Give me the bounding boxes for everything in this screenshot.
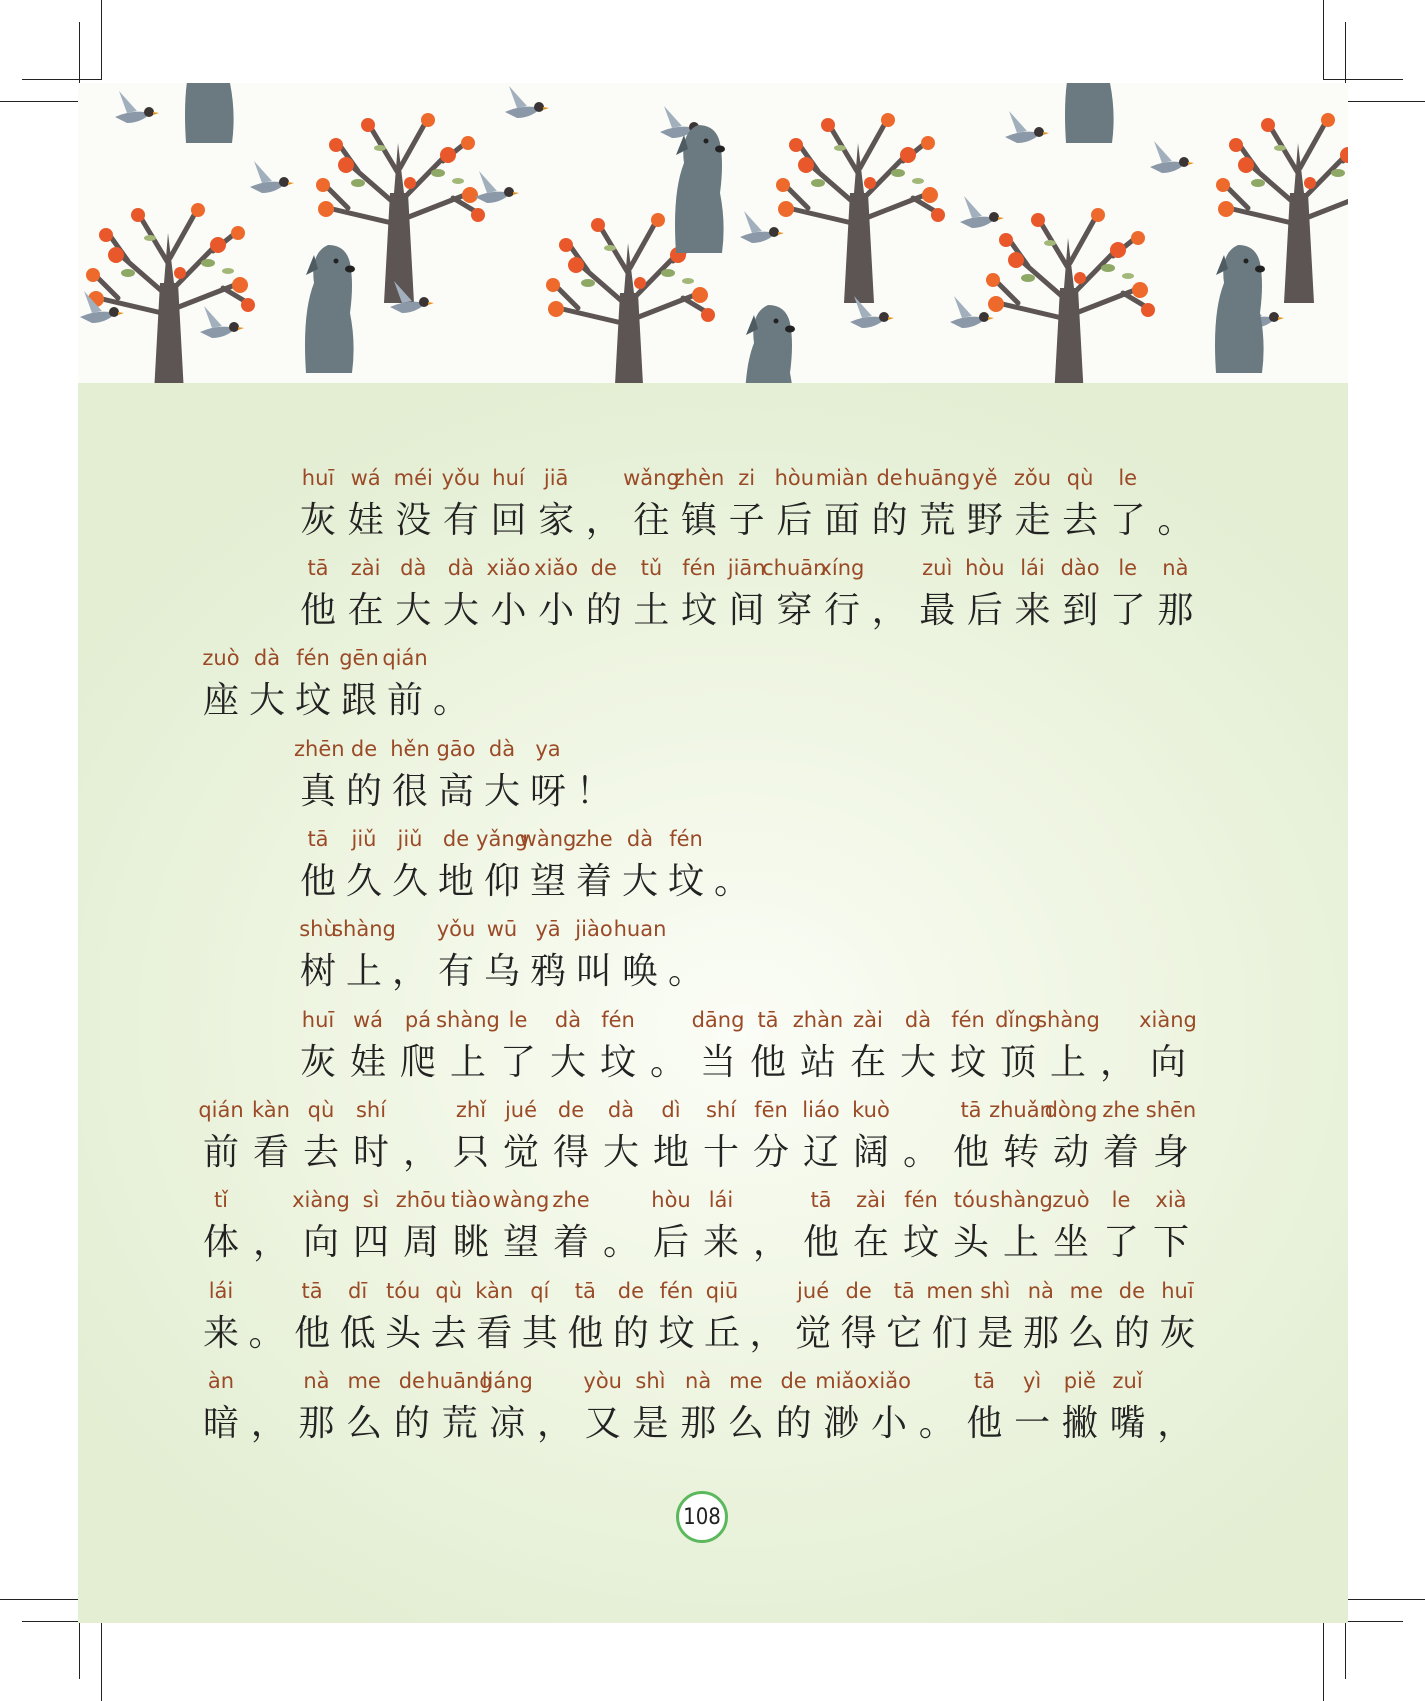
- pinyin-syllable: zhàn: [792, 1008, 844, 1032]
- pinyin-syllable: le: [508, 1008, 528, 1032]
- pinyin-syllable: dào: [1060, 556, 1100, 580]
- pinyin-syllable: xiǎo: [534, 556, 579, 580]
- pinyin-syllable: liáo: [802, 1098, 840, 1122]
- pinyin-syllable: jiǔ: [397, 827, 423, 851]
- pinyin-syllable: yě: [972, 466, 998, 490]
- pinyin-syllable: tǐ: [213, 1188, 229, 1212]
- pinyin-syllable: shù: [299, 917, 337, 941]
- pinyin-syllable: xíng: [819, 556, 865, 580]
- text-line: [0, 1369, 1425, 1459]
- pinyin-syllable: xiǎo: [486, 556, 531, 580]
- pinyin-syllable: shàng: [989, 1188, 1053, 1212]
- pinyin-syllable: dà: [447, 556, 474, 580]
- pinyin-syllable: yǎng: [476, 827, 528, 851]
- pinyin-syllable: huāng: [904, 466, 971, 490]
- pinyin-syllable: le: [1118, 556, 1138, 580]
- pinyin-syllable: me: [1069, 1279, 1104, 1303]
- pinyin-syllable: dà: [253, 646, 281, 670]
- hanzi-text: 灰娃爬上了大坟。当他站在大坟顶上，向: [300, 1042, 1201, 1083]
- pinyin-syllable: zi: [738, 466, 756, 490]
- text-line: [0, 1188, 1425, 1278]
- pinyin-syllable: fén: [296, 646, 330, 670]
- text-line: [0, 827, 1425, 917]
- crop-mark: [22, 79, 102, 80]
- pinyin-syllable: zhēn: [294, 737, 345, 761]
- pinyin-syllable: dà: [400, 556, 427, 580]
- pinyin-syllable: shí: [705, 1098, 737, 1122]
- pinyin-syllable: shàng: [332, 917, 396, 941]
- pinyin-syllable: zuò: [1052, 1188, 1090, 1212]
- pinyin-syllable: miàn: [815, 466, 869, 490]
- pinyin-syllable: fēn: [754, 1098, 788, 1122]
- pinyin-syllable: yì: [1023, 1369, 1042, 1393]
- text-line: [0, 737, 1425, 827]
- text-line: [0, 466, 1425, 556]
- pinyin-syllable: shì: [980, 1279, 1011, 1303]
- pinyin-syllable: lái: [208, 1279, 234, 1303]
- pinyin-syllable: wàng: [492, 1188, 550, 1212]
- pinyin-syllable: qián: [382, 646, 428, 670]
- pinyin-syllable: àn: [207, 1369, 235, 1393]
- pinyin-syllable: tā: [574, 1279, 596, 1303]
- pinyin-syllable: chuān: [762, 556, 827, 580]
- pinyin-syllable: me: [729, 1369, 763, 1393]
- pinyin-syllable: qiū: [705, 1279, 739, 1303]
- pinyin-syllable: piě: [1063, 1369, 1096, 1393]
- pinyin-syllable: zhōu: [395, 1188, 447, 1212]
- pinyin-syllable: tā: [893, 1279, 915, 1303]
- pinyin-syllable: dòng: [1044, 1098, 1098, 1122]
- pinyin-syllable: zǒu: [1013, 466, 1052, 490]
- pinyin-syllable: de: [442, 827, 470, 851]
- pinyin-syllable: méi: [393, 466, 433, 490]
- pinyin-syllable: de: [876, 466, 903, 490]
- crop-mark: [0, 101, 80, 102]
- pinyin-syllable: tā: [810, 1188, 832, 1212]
- pinyin-syllable: jué: [797, 1279, 830, 1303]
- pinyin-syllable: kuò: [852, 1098, 890, 1122]
- pinyin-syllable: hòu: [965, 556, 1005, 580]
- pinyin-syllable: sì: [362, 1188, 380, 1212]
- hanzi-text: 来。他低头去看其他的坟丘，觉得它们是那么的灰: [203, 1313, 1205, 1354]
- pinyin-syllable: miǎo: [815, 1369, 868, 1393]
- pinyin-syllable: zài: [853, 1008, 883, 1032]
- pinyin-syllable: tā: [307, 827, 329, 851]
- pinyin-syllable: shàng: [1036, 1008, 1100, 1032]
- pinyin-syllable: nà: [685, 1369, 712, 1393]
- pinyin-syllable: tā: [973, 1369, 995, 1393]
- crop-mark: [0, 1599, 80, 1600]
- pinyin-syllable: lái: [708, 1188, 734, 1212]
- pinyin-syllable: le: [1118, 466, 1138, 490]
- pinyin-syllable: dà: [607, 1098, 635, 1122]
- pinyin-syllable: wǎng: [623, 466, 680, 490]
- pinyin-syllable: tiào: [451, 1188, 491, 1212]
- pinyin-syllable: qián: [198, 1098, 244, 1122]
- pinyin-syllable: shàng: [436, 1008, 500, 1032]
- page-number: 108: [676, 1491, 728, 1543]
- pinyin-syllable: zài: [856, 1188, 886, 1212]
- pinyin-syllable: kàn: [475, 1279, 514, 1303]
- pinyin-syllable: fén: [601, 1008, 635, 1032]
- pinyin-syllable: zhèn: [673, 466, 725, 490]
- pinyin-syllable: huí: [492, 466, 525, 490]
- crop-mark: [1323, 79, 1403, 80]
- illustration-banner: [78, 83, 1348, 383]
- text-line: [0, 1098, 1425, 1188]
- pinyin-syllable: zhǐ: [455, 1098, 487, 1122]
- illustration-pattern: [78, 83, 1348, 383]
- hanzi-text: 他在大大小小的土坟间穿行，最后来到了那: [300, 590, 1206, 631]
- pinyin-syllable: huī: [301, 466, 335, 490]
- pinyin-syllable: pá: [404, 1008, 432, 1032]
- hanzi-text: 前看去时，只觉得大地十分辽阔。他转动着身: [203, 1132, 1204, 1173]
- pinyin-syllable: tóu: [385, 1279, 421, 1303]
- crop-mark: [1323, 0, 1324, 80]
- pinyin-syllable: xiàng: [1139, 1008, 1197, 1032]
- pinyin-syllable: hòu: [774, 466, 815, 490]
- pinyin-syllable: jiān: [727, 556, 766, 580]
- pinyin-syllable: wàng: [519, 827, 577, 851]
- hanzi-text: 灰娃没有回家，往镇子后面的荒野走去了。: [300, 500, 1206, 541]
- pinyin-syllable: zuì: [922, 556, 953, 580]
- pinyin-syllable: xiǎo: [867, 1369, 911, 1393]
- pinyin-syllable: zuò: [202, 646, 240, 670]
- pinyin-syllable: gēn: [339, 646, 379, 670]
- hanzi-text: 真的很高大呀！: [300, 771, 623, 812]
- pinyin-syllable: nà: [303, 1369, 330, 1393]
- crop-mark: [101, 0, 102, 80]
- pinyin-syllable: zhe: [552, 1188, 590, 1212]
- pinyin-syllable: fén: [659, 1279, 694, 1303]
- pinyin-syllable: tā: [757, 1008, 779, 1032]
- pinyin-syllable: ya: [535, 737, 561, 761]
- pinyin-syllable: tā: [301, 1279, 323, 1303]
- pinyin-syllable: tā: [307, 556, 329, 580]
- pinyin-syllable: huan: [613, 917, 667, 941]
- pinyin-syllable: shēn: [1145, 1098, 1197, 1122]
- pinyin-syllable: le: [1111, 1188, 1131, 1212]
- pinyin-syllable: jiā: [543, 466, 569, 490]
- pinyin-syllable: qù: [307, 1098, 335, 1122]
- pinyin-syllable: dāng: [691, 1008, 745, 1032]
- pinyin-syllable: wá: [352, 1008, 384, 1032]
- text-line: [0, 646, 1425, 736]
- text-line: [0, 556, 1425, 646]
- pinyin-syllable: dǐng: [995, 1008, 1041, 1032]
- pinyin-syllable: dà: [488, 737, 516, 761]
- crop-mark: [1345, 1599, 1425, 1600]
- pinyin-syllable: huī: [301, 1008, 335, 1032]
- pinyin-syllable: jué: [504, 1098, 538, 1122]
- pinyin-syllable: zhe: [575, 827, 613, 851]
- hanzi-text: 暗，那么的荒凉，又是那么的渺小。他一撇嘴，: [203, 1403, 1206, 1444]
- pinyin-syllable: wá: [350, 466, 381, 490]
- text-line: [0, 917, 1425, 1007]
- pinyin-syllable: de: [617, 1279, 645, 1303]
- crop-mark: [1323, 1621, 1324, 1701]
- pinyin-syllable: fén: [951, 1008, 985, 1032]
- pinyin-syllable: gāo: [436, 737, 476, 761]
- pinyin-syllable: shì: [635, 1369, 666, 1393]
- pinyin-syllable: qù: [1066, 466, 1094, 490]
- pinyin-syllable: de: [845, 1279, 872, 1303]
- pinyin-syllable: nà: [1162, 556, 1189, 580]
- pinyin-syllable: zài: [350, 556, 381, 580]
- crop-mark: [1345, 101, 1425, 102]
- pinyin-syllable: tā: [960, 1098, 982, 1122]
- pinyin-syllable: yā: [535, 917, 561, 941]
- crop-mark: [101, 1621, 102, 1701]
- pinyin-syllable: fén: [682, 556, 716, 580]
- pinyin-syllable: yǒu: [436, 917, 476, 941]
- pinyin-syllable: dà: [626, 827, 654, 851]
- pinyin-syllable: fén: [904, 1188, 938, 1212]
- pinyin-syllable: me: [347, 1369, 381, 1393]
- pinyin-syllable: dà: [904, 1008, 932, 1032]
- pinyin-syllable: lái: [1020, 556, 1045, 580]
- pinyin-syllable: yǒu: [441, 466, 481, 490]
- pinyin-syllable: de: [590, 556, 617, 580]
- pinyin-syllable: men: [926, 1279, 974, 1303]
- pinyin-syllable: wū: [486, 917, 518, 941]
- pinyin-syllable: de: [780, 1369, 807, 1393]
- pinyin-syllable: jiào: [575, 917, 613, 941]
- hanzi-text: 树上，有乌鸦叫唤。: [300, 951, 715, 992]
- pinyin-syllable: zhe: [1102, 1098, 1140, 1122]
- pinyin-syllable: de: [350, 737, 378, 761]
- pinyin-syllable: de: [1118, 1279, 1146, 1303]
- pinyin-syllable: tóu: [953, 1188, 989, 1212]
- pinyin-syllable: de: [557, 1098, 585, 1122]
- hanzi-text: 体，向四周眺望着。后来，他在坟头上坐了下: [203, 1222, 1204, 1263]
- text-line: [0, 1008, 1425, 1098]
- pinyin-syllable: shí: [355, 1098, 387, 1122]
- text-line: [0, 1279, 1425, 1369]
- pinyin-syllable: xiàng: [292, 1188, 350, 1212]
- pinyin-syllable: huāng: [426, 1369, 493, 1393]
- pinyin-syllable: yòu: [583, 1369, 622, 1393]
- pinyin-syllable: nà: [1027, 1279, 1054, 1303]
- pinyin-syllable: dà: [554, 1008, 582, 1032]
- pinyin-syllable: fén: [669, 827, 703, 851]
- pinyin-syllable: huī: [1161, 1279, 1194, 1303]
- pinyin-syllable: dī: [348, 1279, 368, 1303]
- pinyin-syllable: zhuǎn: [989, 1098, 1053, 1122]
- pinyin-syllable: jiǔ: [351, 827, 377, 851]
- pinyin-syllable: dì: [661, 1098, 681, 1122]
- pinyin-syllable: tǔ: [640, 556, 663, 580]
- pinyin-syllable: kàn: [252, 1098, 290, 1122]
- hanzi-text: 座大坟跟前。: [203, 680, 480, 721]
- pinyin-syllable: liáng: [481, 1369, 533, 1393]
- hanzi-text: 他久久地仰望着大坟。: [300, 861, 761, 902]
- pinyin-syllable: xià: [1155, 1188, 1187, 1212]
- pinyin-syllable: qí: [530, 1279, 550, 1303]
- pinyin-syllable: zuǐ: [1112, 1369, 1143, 1393]
- pinyin-syllable: hòu: [651, 1188, 691, 1212]
- pinyin-syllable: hěn: [390, 737, 430, 761]
- pinyin-syllable: de: [398, 1369, 425, 1393]
- pinyin-syllable: qù: [435, 1279, 463, 1303]
